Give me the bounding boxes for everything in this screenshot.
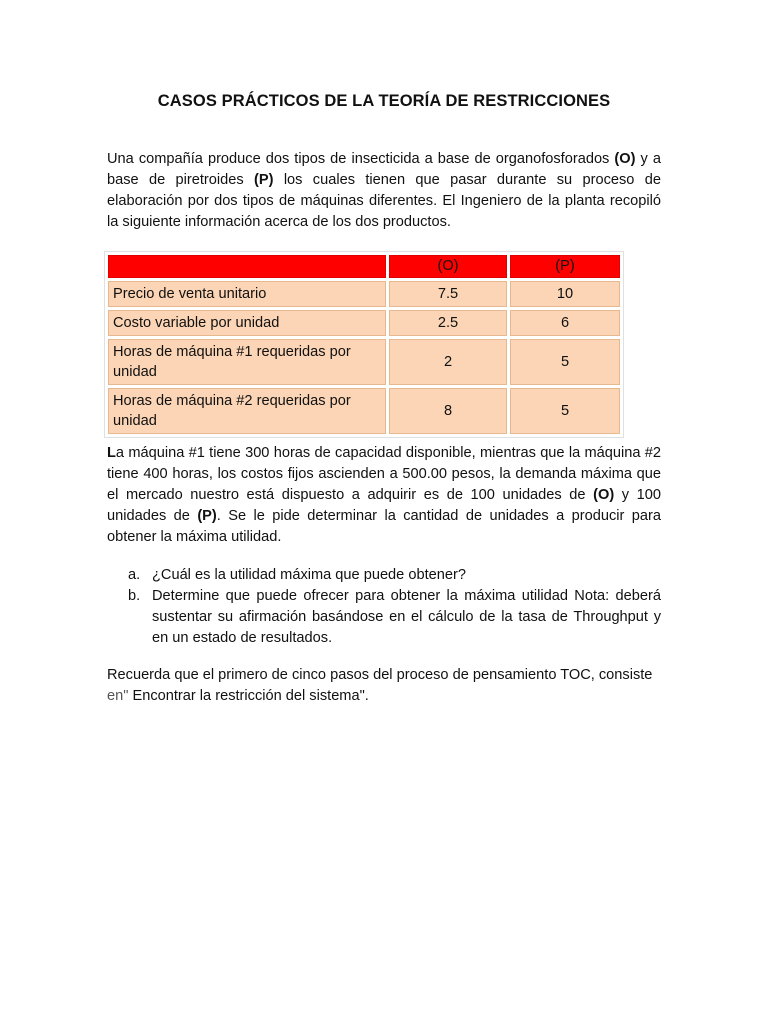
row-value-p: 5 (510, 388, 620, 434)
table-header-blank (108, 255, 386, 278)
table-header-o: (O) (389, 255, 507, 278)
closing-paragraph: Recuerda que el primero de cinco pasos del proceso de pensamiento TOC, consiste en" Encontrar la restricción del sistema". (107, 667, 653, 704)
list-marker: a. (128, 567, 141, 583)
product-data-table (105, 252, 623, 437)
row-value-o: 2.5 (389, 310, 507, 336)
table-row (108, 281, 620, 307)
table-row (108, 388, 620, 434)
row-label: Horas de máquina #1 requeridas por unidad (108, 339, 386, 385)
intro-paragraph: Una compañía produce dos tipos de insecticida a base de organofosforados (O) y a base de piretroides (P) los cuales tienen que pasar durante su proceso de elaboración por dos tipos de máquinas diferentes. El Ingeniero de la planta recopiló la siguiente información acerca de los dos productos. (107, 151, 661, 230)
table-row (108, 339, 620, 385)
row-value-o: 8 (389, 388, 507, 434)
row-value-p: 5 (510, 339, 620, 385)
table-row (108, 310, 620, 336)
document-title: CASOS PRÁCTICOS DE LA TEORÍA DE RESTRICCIONES (157, 92, 611, 110)
row-value-p: 6 (510, 310, 620, 336)
list-item (128, 586, 661, 649)
row-label: Horas de máquina #2 requeridas por unidad (108, 388, 386, 434)
list-item (128, 565, 661, 586)
row-value-o: 2 (389, 339, 507, 385)
row-value-p: 10 (510, 281, 620, 307)
table-header-p: (P) (510, 255, 620, 278)
list-item-text: ¿Cuál es la utilidad máxima que puede obtener? (152, 567, 466, 583)
problem-paragraph: La máquina #1 tiene 300 horas de capacidad disponible, mientras que la máquina #2 tiene 400 horas, los costos fijos ascienden a 500.00 pesos, la demanda máxima que el mercado nuestro está dispuesto a adquirir es de 100 unidades de (O) y 100 unidades de (P). Se le pide determinar la cantidad de unidades a producir para obtener la máxima utilidad. (107, 445, 661, 545)
list-item-text: Determine que puede ofrecer para obtener la máxima utilidad Nota: deberá sustentar su afirmación basándose en el cálculo de la tasa de Throughput y en un estado de resultados. (152, 588, 661, 646)
row-label: Precio de venta unitario (108, 281, 386, 307)
row-value-o: 7.5 (389, 281, 507, 307)
row-label: Costo variable por unidad (108, 310, 386, 336)
table-header-row (108, 255, 620, 278)
questions-list (128, 565, 661, 649)
list-marker: b. (128, 588, 141, 604)
